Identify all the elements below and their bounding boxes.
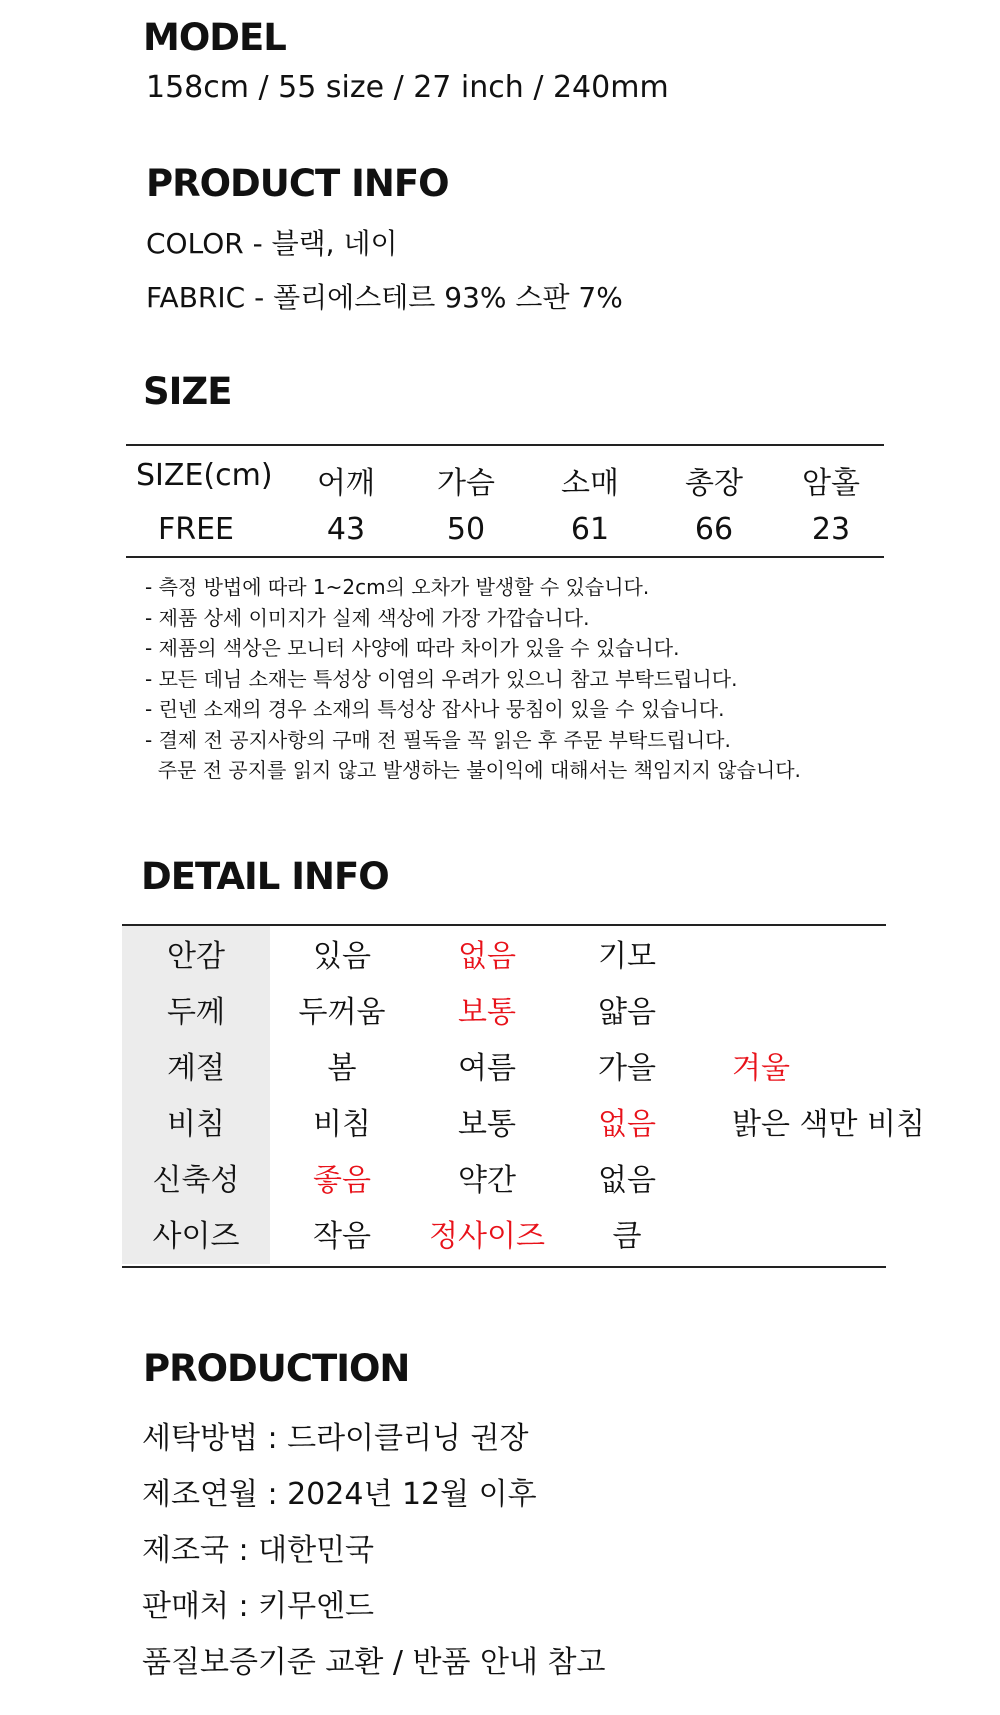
detail-option: 없음 <box>458 939 516 974</box>
size-table-top-rule <box>126 444 884 446</box>
detail-option: 밝은 색만 비침 <box>732 1107 925 1142</box>
model-spec: 158cm / 55 size / 27 inch / 240mm <box>146 70 669 105</box>
size-header-sleeve: 소매 <box>561 466 619 501</box>
detail-option: 여름 <box>458 1051 516 1086</box>
size-notes <box>145 572 801 786</box>
detail-option: 가을 <box>598 1051 656 1086</box>
size-value-chest: 50 <box>446 512 486 547</box>
detail-option: 정사이즈 <box>429 1219 545 1254</box>
detail-option: 얇음 <box>598 995 656 1030</box>
size-header-size: SIZE(cm) <box>136 458 273 493</box>
size-note: - 측정 방법에 따라 1~2cm의 오차가 발생할 수 있습니다. <box>145 575 650 599</box>
detail-label: 안감 <box>167 939 225 974</box>
production-heading: PRODUCTION <box>143 1347 410 1390</box>
detail-label: 사이즈 <box>152 1219 240 1254</box>
detail-option: 좋음 <box>313 1163 371 1198</box>
detail-option: 기모 <box>598 939 656 974</box>
production-line-date: 제조연월 : 2024년 12월 이후 <box>142 1477 537 1512</box>
detail-option: 없음 <box>598 1107 656 1142</box>
product-info-heading: PRODUCT INFO <box>146 162 449 205</box>
detail-row-stretch <box>122 1153 922 1209</box>
size-header-armhole: 암홀 <box>802 466 860 501</box>
size-value-shoulder: 43 <box>326 512 366 547</box>
size-header-chest: 가슴 <box>437 466 495 501</box>
detail-option: 큼 <box>612 1219 642 1254</box>
size-header-length: 총장 <box>685 466 743 501</box>
detail-option: 두꺼움 <box>298 995 386 1030</box>
model-heading: MODEL <box>143 16 286 59</box>
size-value-free: FREE <box>157 512 234 547</box>
detail-option: 약간 <box>458 1163 516 1198</box>
detail-row-size <box>122 1209 922 1265</box>
detail-row-sheerness <box>122 1097 925 1153</box>
detail-option: 없음 <box>598 1163 656 1198</box>
detail-info-heading: DETAIL INFO <box>141 855 389 898</box>
detail-label: 두께 <box>167 995 225 1030</box>
detail-option: 작음 <box>313 1219 371 1254</box>
size-table-bottom-rule <box>126 556 884 558</box>
production-line-seller: 판매처 : 키무엔드 <box>142 1589 375 1624</box>
detail-label: 비침 <box>167 1107 225 1142</box>
detail-table-bottom-rule <box>122 1266 886 1268</box>
size-value-armhole: 23 <box>811 512 851 547</box>
detail-row-thickness <box>122 985 922 1041</box>
detail-label: 계절 <box>167 1051 225 1086</box>
detail-option: 보통 <box>458 995 516 1030</box>
size-heading: SIZE <box>143 370 232 413</box>
size-value-length: 66 <box>694 512 734 547</box>
detail-option: 겨울 <box>732 1051 790 1086</box>
product-color: COLOR - 블랙, 네이 <box>146 227 398 260</box>
product-fabric: FABRIC - 폴리에스테르 93% 스판 7% <box>146 281 623 314</box>
size-note: - 모든 데님 소재는 특성상 이염의 우려가 있으니 참고 부탁드립니다. <box>145 666 738 691</box>
size-value-sleeve: 61 <box>570 512 610 547</box>
production-line-country: 제조국 : 대한민국 <box>142 1533 375 1568</box>
detail-option: 봄 <box>327 1051 357 1086</box>
size-note: - 린넨 소재의 경우 소재의 특성상 잡사나 뭉침이 있을 수 있습니다. <box>145 697 725 721</box>
detail-option: 있음 <box>313 939 371 974</box>
size-header-shoulder: 어깨 <box>317 466 375 501</box>
size-note: - 결제 전 공지사항의 구매 전 필독을 꼭 읽은 후 주문 부탁드립니다. <box>145 727 731 752</box>
size-note: - 제품의 색상은 모니터 사양에 따라 차이가 있을 수 있습니다. <box>145 636 680 660</box>
production-line-warranty: 품질보증기준 교환 / 반품 안내 참고 <box>142 1645 606 1680</box>
detail-label: 신축성 <box>152 1163 240 1198</box>
detail-row-season <box>122 1041 922 1097</box>
size-note: 주문 전 공지를 읽지 않고 발생하는 불이익에 대해서는 책임지지 않습니다. <box>145 758 801 782</box>
size-note: - 제품 상세 이미지가 실제 색상에 가장 가깝습니다. <box>145 605 590 630</box>
detail-option: 비침 <box>313 1107 371 1142</box>
production-line-washing: 세탁방법 : 드라이클리닝 권장 <box>142 1421 529 1456</box>
detail-option: 보통 <box>458 1107 516 1142</box>
detail-row-lining <box>122 929 922 985</box>
